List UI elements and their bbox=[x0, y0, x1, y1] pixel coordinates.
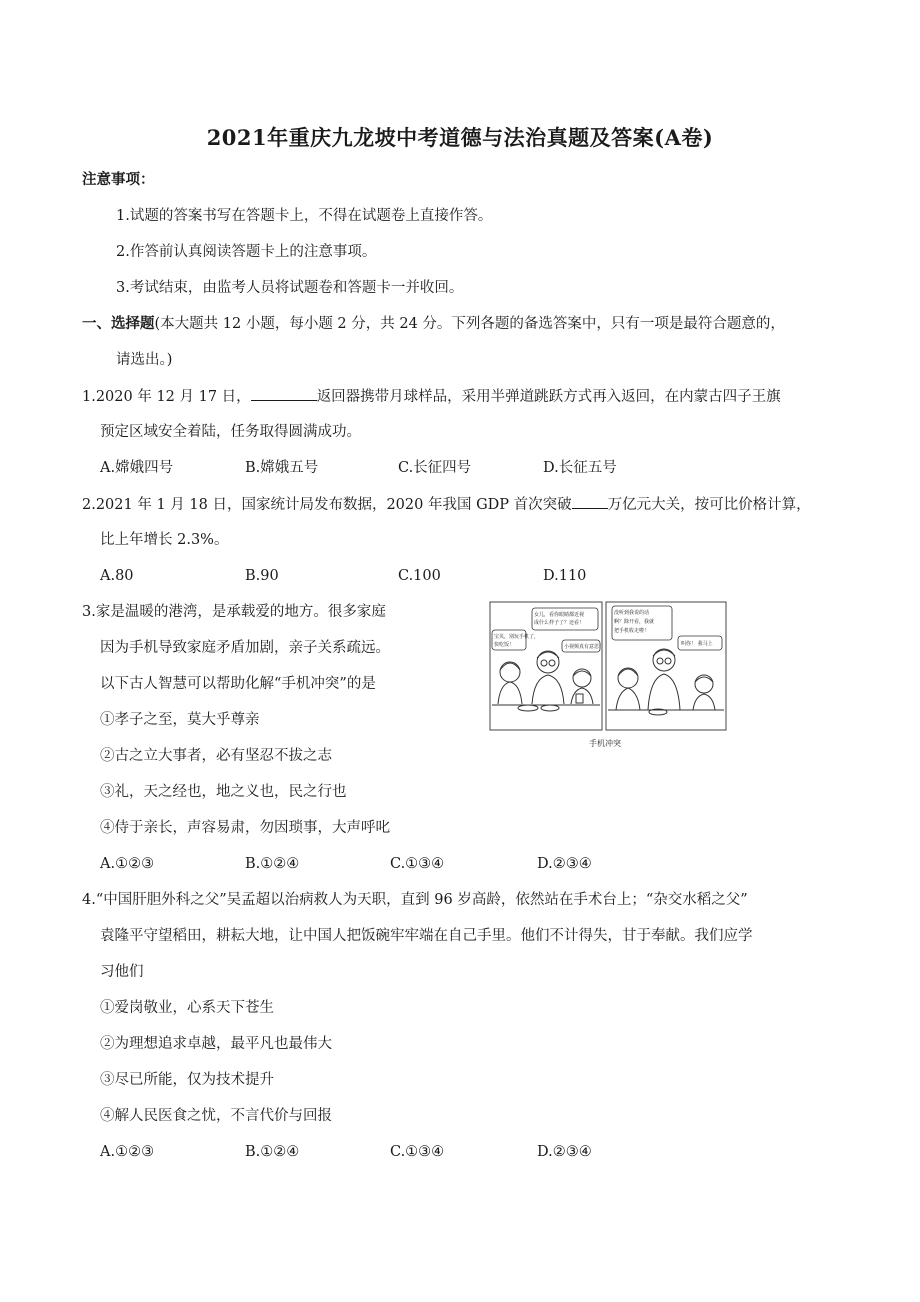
bubble-text: 女儿，看你眼睛都近视 bbox=[534, 612, 585, 618]
option-a: A.嫦娥四号 bbox=[100, 460, 174, 476]
question-text: 因为手机导致家庭矛盾加剧，亲子关系疏远。 bbox=[100, 640, 390, 656]
question-text: 预定区域安全着陆，任务取得圆满成功。 bbox=[100, 424, 361, 440]
option-c: C.①③④ bbox=[390, 1144, 445, 1160]
bubble-text: 快吃饭！ bbox=[494, 642, 515, 648]
option-a: A.80 bbox=[100, 568, 134, 584]
statement-2: ②为理想追求卓越，最平凡也最伟大 bbox=[100, 1036, 332, 1052]
answer-blank bbox=[572, 494, 608, 509]
option-a: A.①②③ bbox=[100, 856, 155, 872]
cartoon-caption: 手机冲突 bbox=[589, 739, 621, 748]
question-text: 袁隆平守望稻田，耕耘大地，让中国人把饭碗牢牢端在自己手里。他们不计得失，甘于奉献。我们应学 bbox=[100, 928, 753, 944]
option-a: A.①②③ bbox=[100, 1144, 155, 1160]
notice-heading: 注意事项： bbox=[82, 171, 155, 188]
option-b: B.90 bbox=[245, 568, 279, 584]
phone-conflict-cartoon bbox=[488, 600, 728, 750]
statement-4: ④解人民医食之忧，不言代价与回报 bbox=[100, 1108, 332, 1124]
question-text: 以下古人智慧可以帮助化解“手机冲突”的是 bbox=[100, 676, 376, 692]
option-b: B.①②④ bbox=[245, 1144, 300, 1160]
statement-2: ②古之立大事者，必有坚忍不拔之志 bbox=[100, 748, 332, 764]
option-d: D.110 bbox=[543, 568, 587, 584]
section-desc: (本大题共 12 小题，每小题 2 分，共 24 分。下列各题的备选答案中，只有一项是最符合题意的， bbox=[154, 316, 785, 332]
question-1 bbox=[82, 386, 781, 407]
bubble-text: 没听到我说的话 bbox=[614, 610, 650, 616]
statement-3: ③礼，天之经也，地之义也，民之行也 bbox=[100, 784, 347, 800]
question-text: 习他们 bbox=[100, 964, 144, 980]
option-b: B.①②④ bbox=[245, 856, 300, 872]
option-c: C.100 bbox=[398, 568, 441, 584]
notice-item: 2.作答前认真阅读答题卡上的注意事项。 bbox=[116, 244, 377, 260]
question-text: 2.2021 年 1 月 18 日，国家统计局发布数据，2020 年我国 GDP 首次突破 bbox=[82, 497, 572, 513]
statement-3: ③尽已所能，仅为技术提升 bbox=[100, 1072, 274, 1088]
option-c: C.长征四号 bbox=[398, 460, 472, 476]
question-text: 比上年增长 2.3%。 bbox=[100, 532, 229, 548]
statement-1: ①孝子之至，莫大乎尊亲 bbox=[100, 712, 260, 728]
page-title: 2021年重庆九龙坡中考道德与法治真题及答案(A卷) bbox=[206, 125, 714, 150]
bubble-text: 成什么样子了？还看！ bbox=[534, 620, 585, 626]
question-2 bbox=[82, 494, 811, 515]
section-heading-line bbox=[82, 314, 785, 334]
option-d: D.②③④ bbox=[537, 1144, 592, 1160]
notice-item: 1.试题的答案书写在答题卡上，不得在试题卷上直接作答。 bbox=[116, 208, 493, 224]
question-3: 3.家是温暖的港湾，是承载爱的地方。很多家庭 bbox=[82, 604, 386, 620]
bubble-text: 小视频真有意思！ bbox=[564, 644, 605, 650]
option-d: D.长征五号 bbox=[543, 460, 617, 476]
section-heading: 一、选择题 bbox=[82, 315, 155, 332]
statement-4: ④侍于亲长，声容易肃，勿因琐事，大声呼叱 bbox=[100, 820, 390, 836]
bubble-text: 叫你！ 我马上 bbox=[681, 641, 713, 647]
statement-1: ①爱岗敬业，心系天下苍生 bbox=[100, 1000, 274, 1016]
bubble-text: 把手机收走啦！ bbox=[614, 628, 650, 634]
notice-item: 3.考试结束，由监考人员将试题卷和答题卡一并收回。 bbox=[116, 280, 464, 296]
bubble-text: 啊？除开看，我就 bbox=[614, 619, 655, 625]
option-b: B.嫦娥五号 bbox=[245, 460, 319, 476]
bubble-text: 宝贝，别玩手机了， bbox=[494, 634, 540, 640]
answer-blank bbox=[251, 386, 317, 401]
question-text: 万亿元大关，按可比价格计算， bbox=[607, 497, 811, 513]
option-d: D.②③④ bbox=[537, 856, 592, 872]
question-text: 返回器携带月球样品，采用半弹道跳跃方式再入返回，在内蒙古四子王旗 bbox=[316, 389, 781, 405]
question-text: 1.2020 年 12 月 17 日， bbox=[82, 389, 251, 405]
question-4: 4.“中国肝胆外科之父”吴孟超以治病救人为天职，直到 96 岁高龄，依然站在手术台上；“杂交水稻之父” bbox=[82, 892, 748, 908]
option-c: C.①③④ bbox=[390, 856, 445, 872]
section-desc-cont: 请选出。) bbox=[116, 352, 173, 368]
